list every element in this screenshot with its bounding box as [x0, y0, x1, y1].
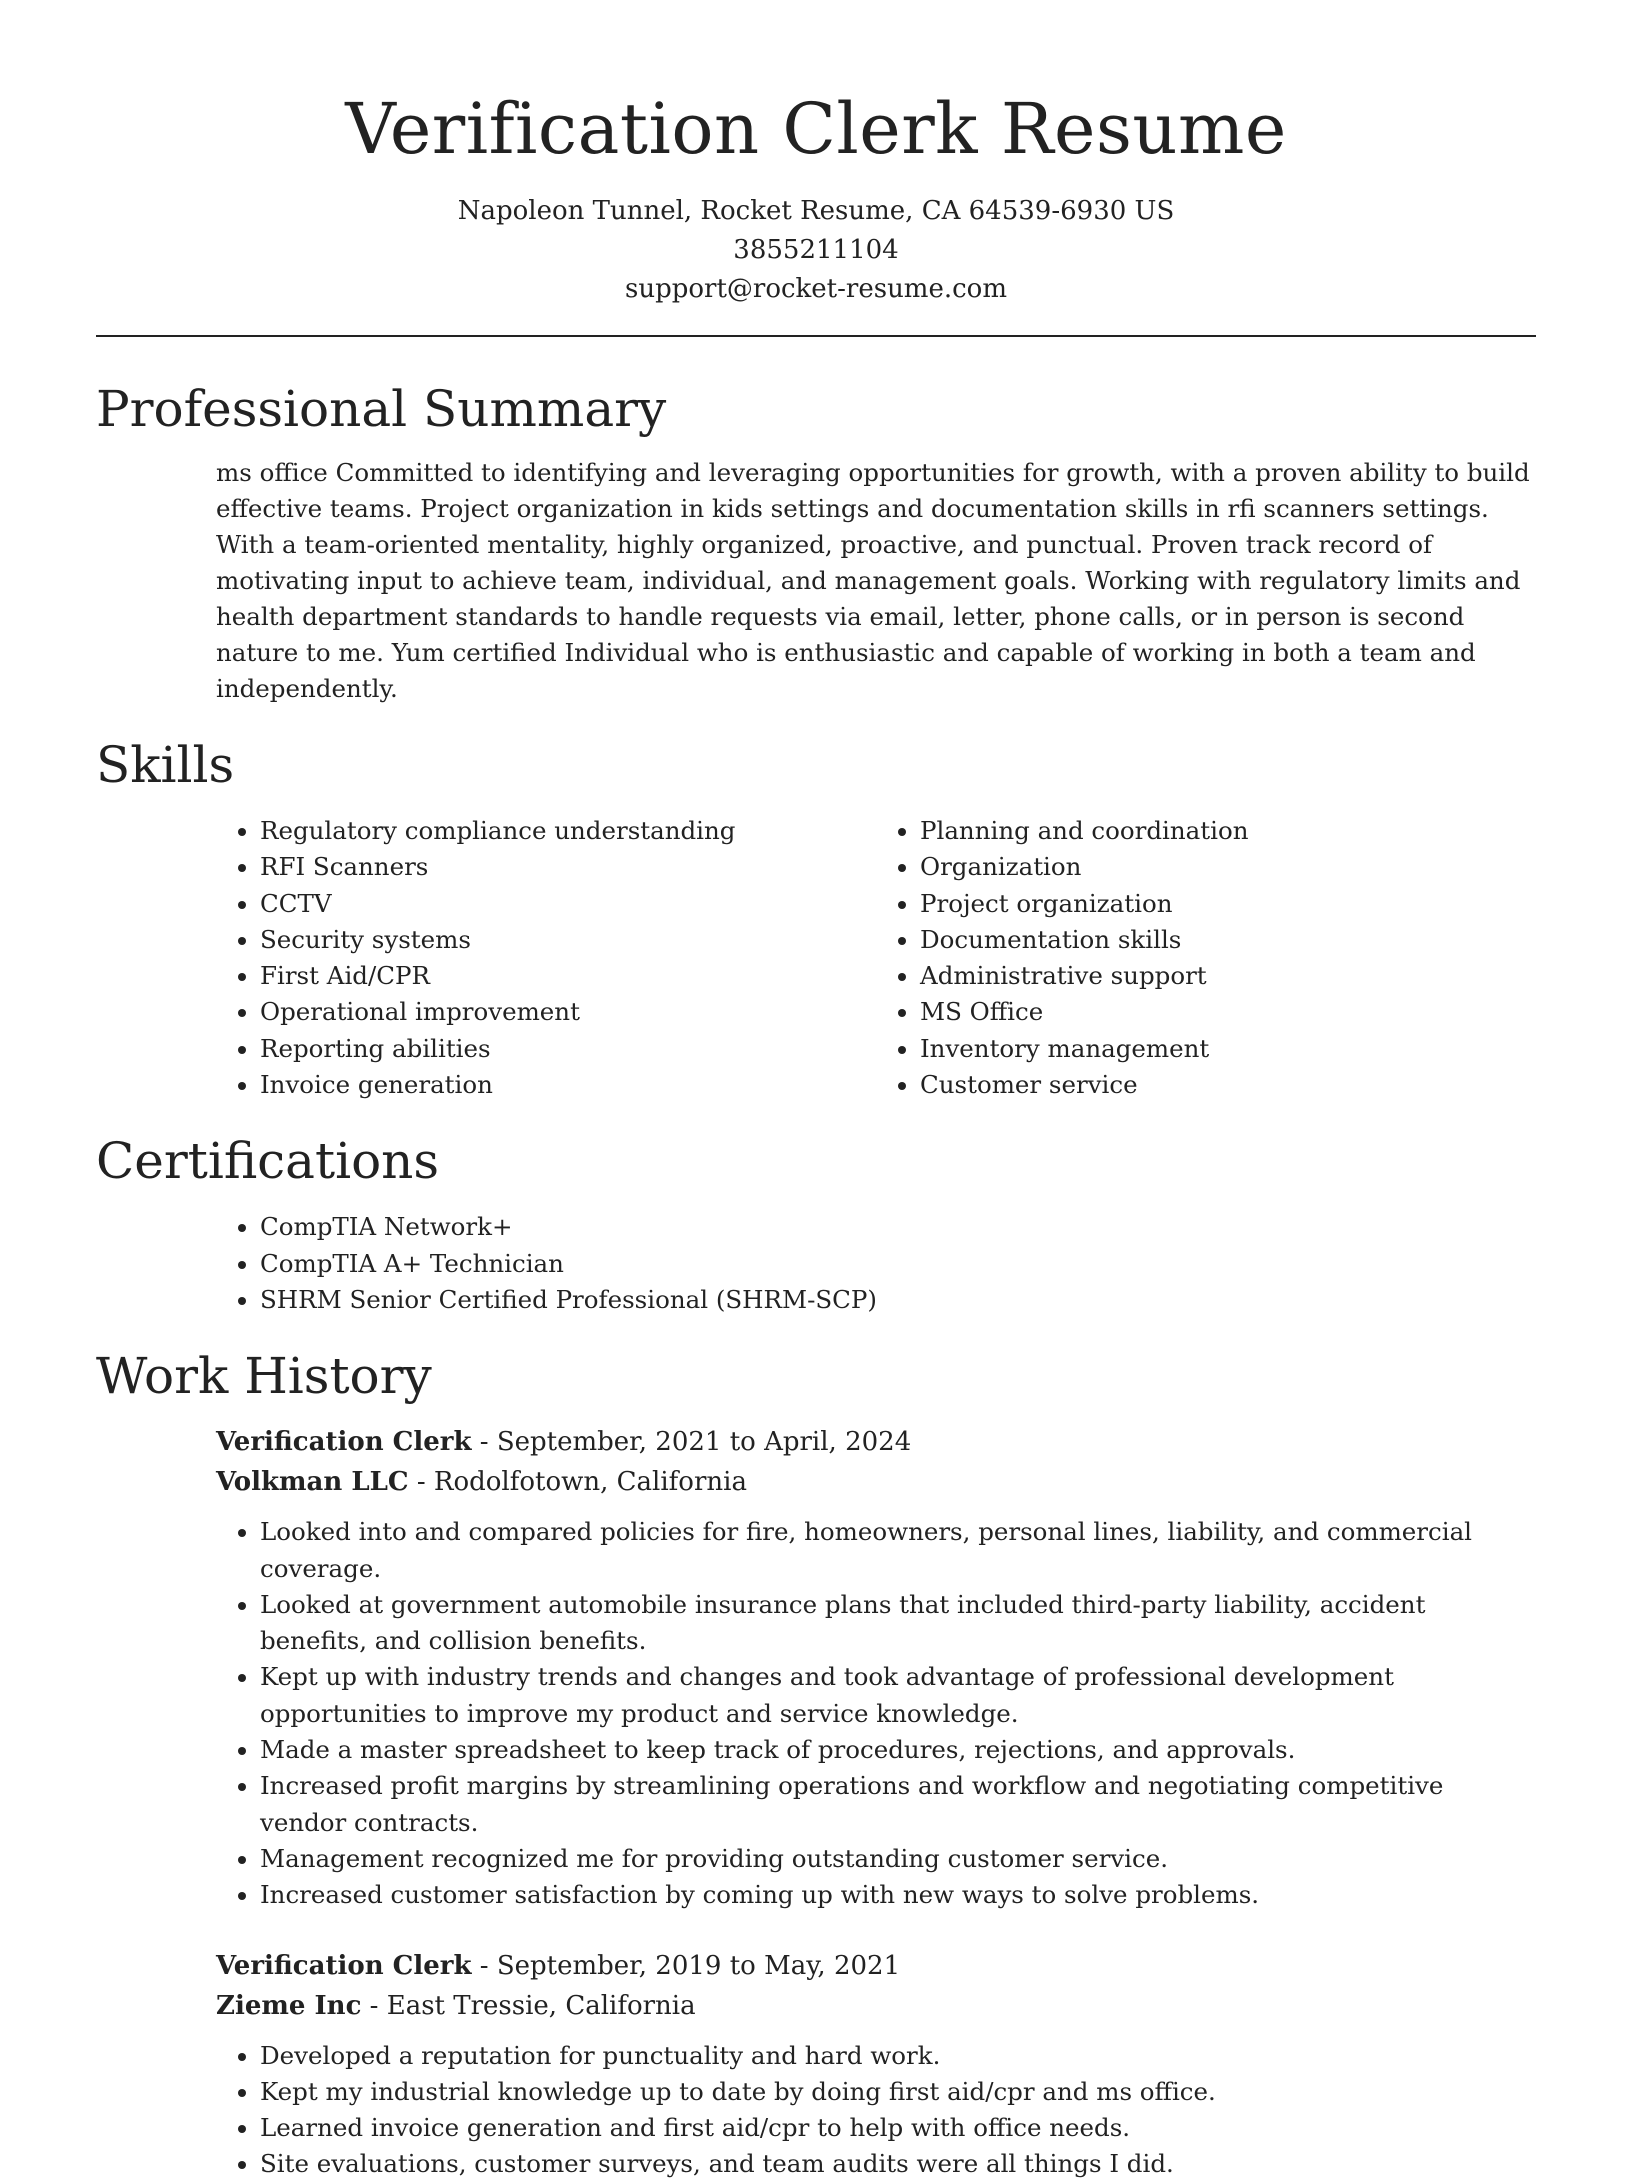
list-item: • Kept up with industry trends and changes and took advantage of professional development opportunities to improve my product and service knowledge. [260, 1659, 1536, 1732]
job-dates: - September, 2019 to May, 2021 [471, 1950, 901, 1981]
certifications-list [216, 1209, 1536, 1318]
list-item: • Planning and coordination [920, 813, 1536, 849]
list-item: • Invoice generation [260, 1067, 876, 1103]
job-role: Verification Clerk [216, 1950, 472, 1981]
summary-section [96, 377, 1536, 707]
contact-email: support@rocket-resume.com [624, 274, 1007, 304]
resume-title: Verification Clerk Resume [345, 88, 1287, 170]
list-item: • Regulatory compliance understanding [260, 813, 876, 849]
skills-section [96, 733, 1536, 1103]
list-item: • CompTIA Network+ [260, 1209, 1536, 1245]
work-history-section [96, 1344, 1536, 2182]
job-company: Zieme Inc [216, 1990, 362, 2021]
job-entry [216, 1422, 1536, 1913]
list-item: • Learned invoice generation and first aid/cpr to help with office needs. [260, 2110, 1536, 2146]
job-company-line [216, 1462, 1536, 1502]
job-dates: - September, 2021 to April, 2024 [471, 1427, 912, 1458]
job-bullets [216, 1514, 1536, 1913]
skills-list-left [216, 813, 876, 1103]
list-item: • SHRM Senior Certified Professional (SHRM-SCP) [260, 1282, 1536, 1318]
job-entry [216, 1946, 1536, 2183]
list-item: • Increased profit margins by streamlining operations and workflow and negotiating competitive vendor contracts. [260, 1768, 1536, 1841]
list-item: • Security systems [260, 922, 876, 958]
contact-address: Napoleon Tunnel, Rocket Resume, CA 64539-6930 US [457, 196, 1175, 226]
list-item: • Management recognized me for providing outstanding customer service. [260, 1841, 1536, 1877]
list-item: • CompTIA A+ Technician [260, 1246, 1536, 1282]
job-company: Volkman LLC [216, 1467, 409, 1498]
list-item: • Reporting abilities [260, 1031, 876, 1067]
job-location: - East Tressie, California [361, 1990, 696, 2021]
job-company-line [216, 1986, 1536, 2026]
list-item: • Operational improvement [260, 994, 876, 1030]
list-item: • Administrative support [920, 958, 1536, 994]
job-title-line [216, 1422, 1536, 1462]
certifications-heading: Certifications [96, 1132, 440, 1191]
summary-heading: Professional Summary [96, 380, 667, 438]
list-item: • Inventory management [920, 1031, 1536, 1067]
skills-heading: Skills [96, 736, 235, 794]
skills-grid [216, 813, 1536, 1103]
list-item: • CCTV [260, 886, 876, 922]
list-item: • Organization [920, 849, 1536, 885]
list-item: • Increased customer satisfaction by coming up with new ways to solve problems. [260, 1877, 1536, 1913]
list-item: • Documentation skills [920, 922, 1536, 958]
job-bullets [216, 2038, 1536, 2183]
certifications-section [96, 1129, 1536, 1318]
list-item: • Looked into and compared policies for fire, homeowners, personal lines, liability, and commercial coverage. [260, 1514, 1536, 1587]
list-item: • Project organization [920, 886, 1536, 922]
job-location: - Rodolfotown, California [408, 1467, 747, 1498]
job-role: Verification Clerk [216, 1427, 472, 1458]
work-history-heading: Work History [96, 1347, 432, 1406]
list-item: • Looked at government automobile insurance plans that included third-party liability, accident benefits, and collision benefits. [260, 1587, 1536, 1660]
header-divider [96, 335, 1536, 337]
list-item: • Customer service [920, 1067, 1536, 1103]
summary-text: ms office Committed to identifying and leveraging opportunities for growth, with a proven ability to build effective teams. Project organization in kids settings and documentation skills in rfi scanners settings. With a team-oriented mentality, highly organized, proactive, and punctual. Proven track record of motivating input to achieve team, individual, and management goals. Working with regulatory limits and health department standards to handle requests via email, letter, phone calls, or in person is second nature to me. Yum certified Individual who is enthusiastic and capable of working in both a team and independently. [216, 458, 1530, 703]
resume-header [96, 0, 1536, 309]
skills-list-right [876, 813, 1536, 1103]
contact-phone: 3855211104 [733, 235, 899, 265]
list-item: • Developed a reputation for punctuality and hard work. [260, 2038, 1536, 2074]
list-item: • Made a master spreadsheet to keep track of procedures, rejections, and approvals. [260, 1732, 1536, 1768]
list-item: • MS Office [920, 994, 1536, 1030]
job-title-line [216, 1946, 1536, 1986]
list-item: • First Aid/CPR [260, 958, 876, 994]
list-item: • Kept my industrial knowledge up to date by doing first aid/cpr and ms office. [260, 2074, 1536, 2110]
list-item: • Site evaluations, customer surveys, and team audits were all things I did. [260, 2146, 1536, 2182]
list-item: • RFI Scanners [260, 849, 876, 885]
contact-block [96, 192, 1536, 309]
